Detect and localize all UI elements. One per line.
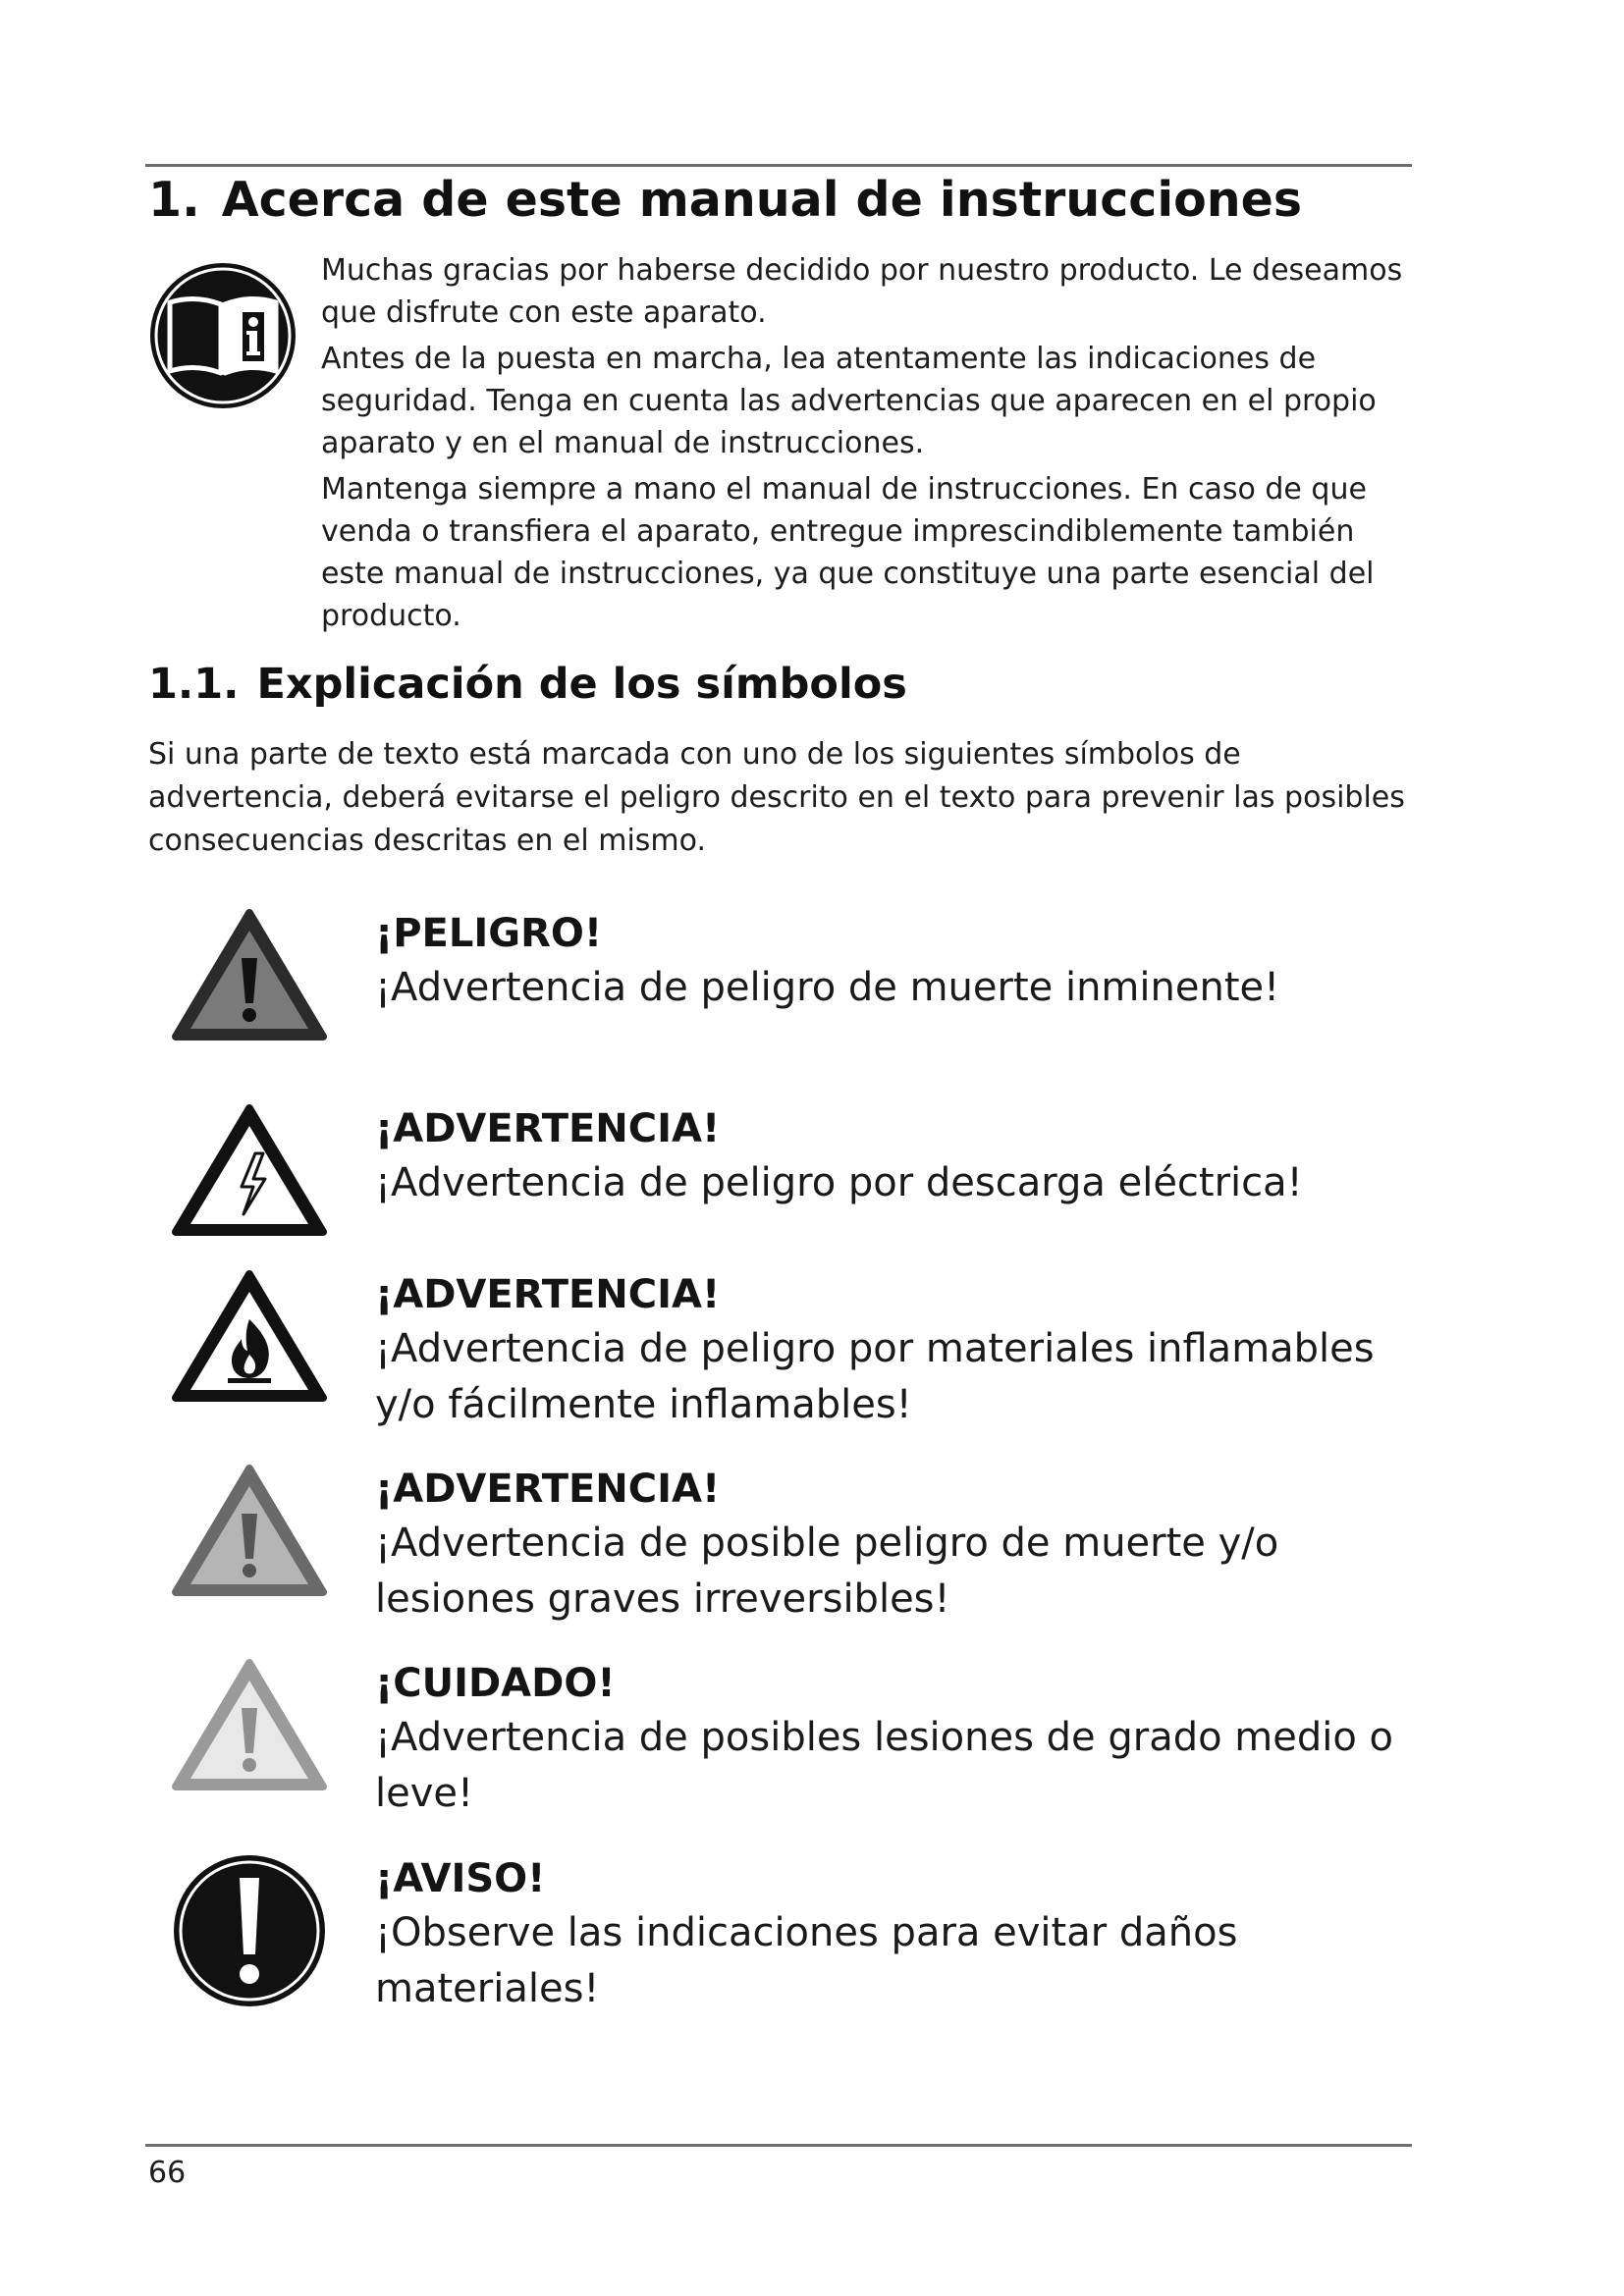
symbol-text: ¡Observe las indicaciones para evitar daños materiales! [375,1910,1238,2011]
top-rule [145,164,1412,167]
bottom-rule [145,2144,1412,2147]
intro-paragraph: Muchas gracias por haberse decidido por nuestro producto. Le deseamos que disfrute con este aparato. [321,253,1403,330]
page-number: 66 [148,2156,187,2190]
caution-triangle-icon [171,1657,328,1794]
section-title: Acerca de este manual de instrucciones [221,172,1303,228]
warning-triangle-icon [171,1463,328,1600]
symbol-title: ¡ADVERTENCIA! [375,1272,721,1317]
subsection-heading [148,660,907,709]
electric-shock-icon [171,1102,328,1240]
symbol-title: ¡CUIDADO! [375,1661,616,1706]
intro-paragraph: Mantenga siempre a mano el manual de instrucciones. En caso de que venda o transfiera el aparato, entregue imprescindiblemente también este manual de instrucciones, ya que constituye una parte esencial del producto. [321,472,1375,633]
danger-triangle-icon [171,907,328,1044]
intro-paragraph: Antes de la puesta en marcha, lea atentamente las indicaciones de seguridad. Tenga en cuenta las advertencias que aparecen en el propio aparato y en el manual de instrucciones. [321,342,1377,460]
manual-info-icon [148,261,298,410]
subsection-title: Explicación de los símbolos [256,660,907,709]
notice-exclamation-icon [171,1852,328,2009]
section-number: 1. [148,172,200,228]
flammable-icon [171,1268,328,1406]
subsection-number: 1.1. [148,660,240,709]
symbol-title: ¡ADVERTENCIA! [375,1467,721,1512]
symbol-title: ¡PELIGRO! [375,911,603,956]
symbol-text: ¡Advertencia de posibles lesiones de grado medio o leve! [375,1715,1394,1816]
symbol-text: ¡Advertencia de peligro por descarga eléctrica! [375,1160,1303,1205]
symbol-title: ¡ADVERTENCIA! [375,1106,721,1151]
symbol-title: ¡AVISO! [375,1856,546,1901]
symbol-text: ¡Advertencia de posible peligro de muerte y/o lesiones graves irreversibles! [375,1521,1279,1622]
subsection-description: Si una parte de texto está marcada con uno de los siguientes símbolos de advertencia, deberá evitarse el peligro descrito en el texto para prevenir las posibles consecuencias descritas en el mismo. [148,737,1405,858]
symbol-text: ¡Advertencia de peligro de muerte inminente! [375,965,1280,1010]
intro-text [321,249,1411,641]
symbol-text: ¡Advertencia de peligro por materiales inflamables y/o fácilmente inflamables! [375,1326,1375,1427]
section-heading [148,172,1302,228]
